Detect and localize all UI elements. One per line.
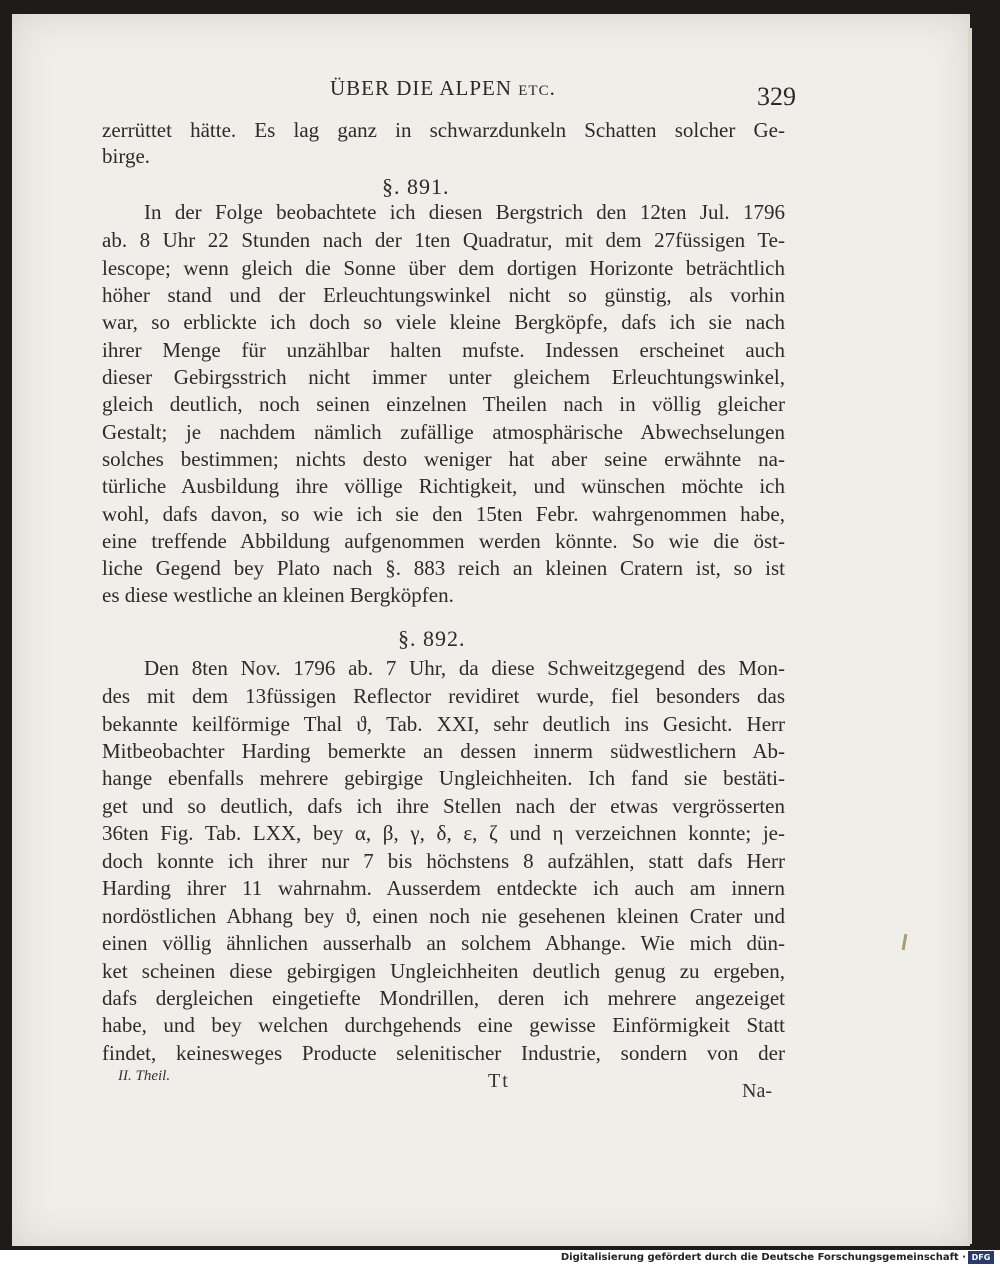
text-line: Gestalt; je nachdem nämlich zufällige atmosphärische Abwechselungen xyxy=(102,420,785,444)
section-heading-891: §. 891. xyxy=(382,174,450,199)
text-line: findet, keinesweges Producte selenitischer Industrie, sondern von der xyxy=(102,1041,785,1065)
text-line: zerrüttet hätte. Es lag ganz in schwarzdunkeln Schatten solcher Ge- xyxy=(102,118,785,142)
text-line: Den 8ten Nov. 1796 ab. 7 Uhr, da diese Schweitzgegend des Mon- xyxy=(144,656,785,680)
running-head: ÜBER DIE ALPEN etc. xyxy=(330,76,556,100)
text-line: eine treffende Abbildung aufgenommen werden könnte. So wie die öst- xyxy=(102,529,785,553)
text-line: lescope; wenn gleich die Sonne über dem dortigen Horizonte beträchtlich xyxy=(102,256,785,280)
page-number: 329 xyxy=(757,82,796,111)
text-line: einen völlig ähnlichen ausserhalb an solchem Abhange. Wie mich dün- xyxy=(102,931,785,955)
text-line: ket scheinen diese gebirgigen Ungleichheiten deutlich genug zu ergeben, xyxy=(102,959,785,983)
text-line: solches bestimmen; nichts desto weniger hat aber seine erwähnte na- xyxy=(102,447,785,471)
text-line: es diese westliche an kleinen Bergköpfen. xyxy=(102,583,454,607)
text-line: Mitbeobachter Harding bemerkte an dessen innerm südwestlichern Ab- xyxy=(102,739,785,763)
text-line: bekannte keilförmige Thal ϑ, Tab. XXI, sehr deutlich ins Gesicht. Herr xyxy=(102,712,785,736)
signature-mark: Tt xyxy=(488,1070,510,1092)
text-line: Harding ihrer 11 wahrnahm. Ausserdem entdeckte ich auch am innern xyxy=(102,876,785,900)
digitization-credit: Digitalisierung gefördert durch die Deutsche Forschungsgemeinschaft · xyxy=(560,1252,966,1263)
text-line: doch konnte ich ihrer nur 7 bis höchstens 8 aufzählen, statt dafs Herr xyxy=(102,849,785,873)
text-line: war, so erblickte ich doch so viele kleine Bergköpfe, dafs ich sie nach xyxy=(102,310,785,334)
text-line: nordöstlichen Abhang bey ϑ, einen noch nie gesehenen kleinen Crater und xyxy=(102,904,785,928)
text-line: ab. 8 Uhr 22 Stunden nach der 1ten Quadratur, mit dem 27füssigen Te- xyxy=(102,228,785,252)
text-line: türliche Ausbildung ihre völlige Richtigkeit, und wünschen möchte ich xyxy=(102,474,785,498)
catchword: Na- xyxy=(742,1080,772,1102)
text-line: dafs dergleichen eingetiefte Mondrillen, deren ich mehrere angezeiget xyxy=(102,986,785,1010)
text-line: dieser Gebirgsstrich nicht immer unter gleichem Erleuchtungswinkel, xyxy=(102,365,785,389)
text-line: gleich deutlich, noch seinen einzelnen Theilen nach in völlig gleicher xyxy=(102,392,785,416)
text-line: liche Gegend bey Plato nach §. 883 reich an kleinen Cratern ist, so ist xyxy=(102,556,785,580)
text-line: des mit dem 13füssigen Reflector revidiret wurde, fiel besonders das xyxy=(102,684,785,708)
page-edge xyxy=(968,28,972,1244)
dfg-logo: DFG xyxy=(968,1251,994,1264)
text-line: get und so deutlich, dafs ich ihre Stellen nach der etwas vergrösserten xyxy=(102,794,785,818)
text-line: ihrer Menge für unzählbar halten mufste. Indessen erscheinet auch xyxy=(102,338,785,362)
text-line: höher stand und der Erleuchtungswinkel nicht so günstig, als vorhin xyxy=(102,283,785,307)
volume-label: II. Theil. xyxy=(118,1068,171,1084)
text-line: In der Folge beobachtete ich diesen Bergstrich den 12ten Jul. 1796 xyxy=(144,200,785,224)
text-line: habe, und bey welchen durchgehends eine gewisse Einförmigkeit Statt xyxy=(102,1013,785,1037)
section-heading-892: §. 892. xyxy=(398,626,466,651)
text-line: wohl, dafs davon, so wie ich sie den 15ten Febr. wahrgenommen habe, xyxy=(102,502,785,526)
text-line: birge. xyxy=(102,144,151,168)
text-line: hange ebenfalls mehrere gebirgige Ungleichheiten. Ich fand sie bestäti- xyxy=(102,766,785,790)
text-line: 36ten Fig. Tab. LXX, bey α, β, γ, δ, ε, ζ und η verzeichnen konnte; je- xyxy=(102,821,785,845)
